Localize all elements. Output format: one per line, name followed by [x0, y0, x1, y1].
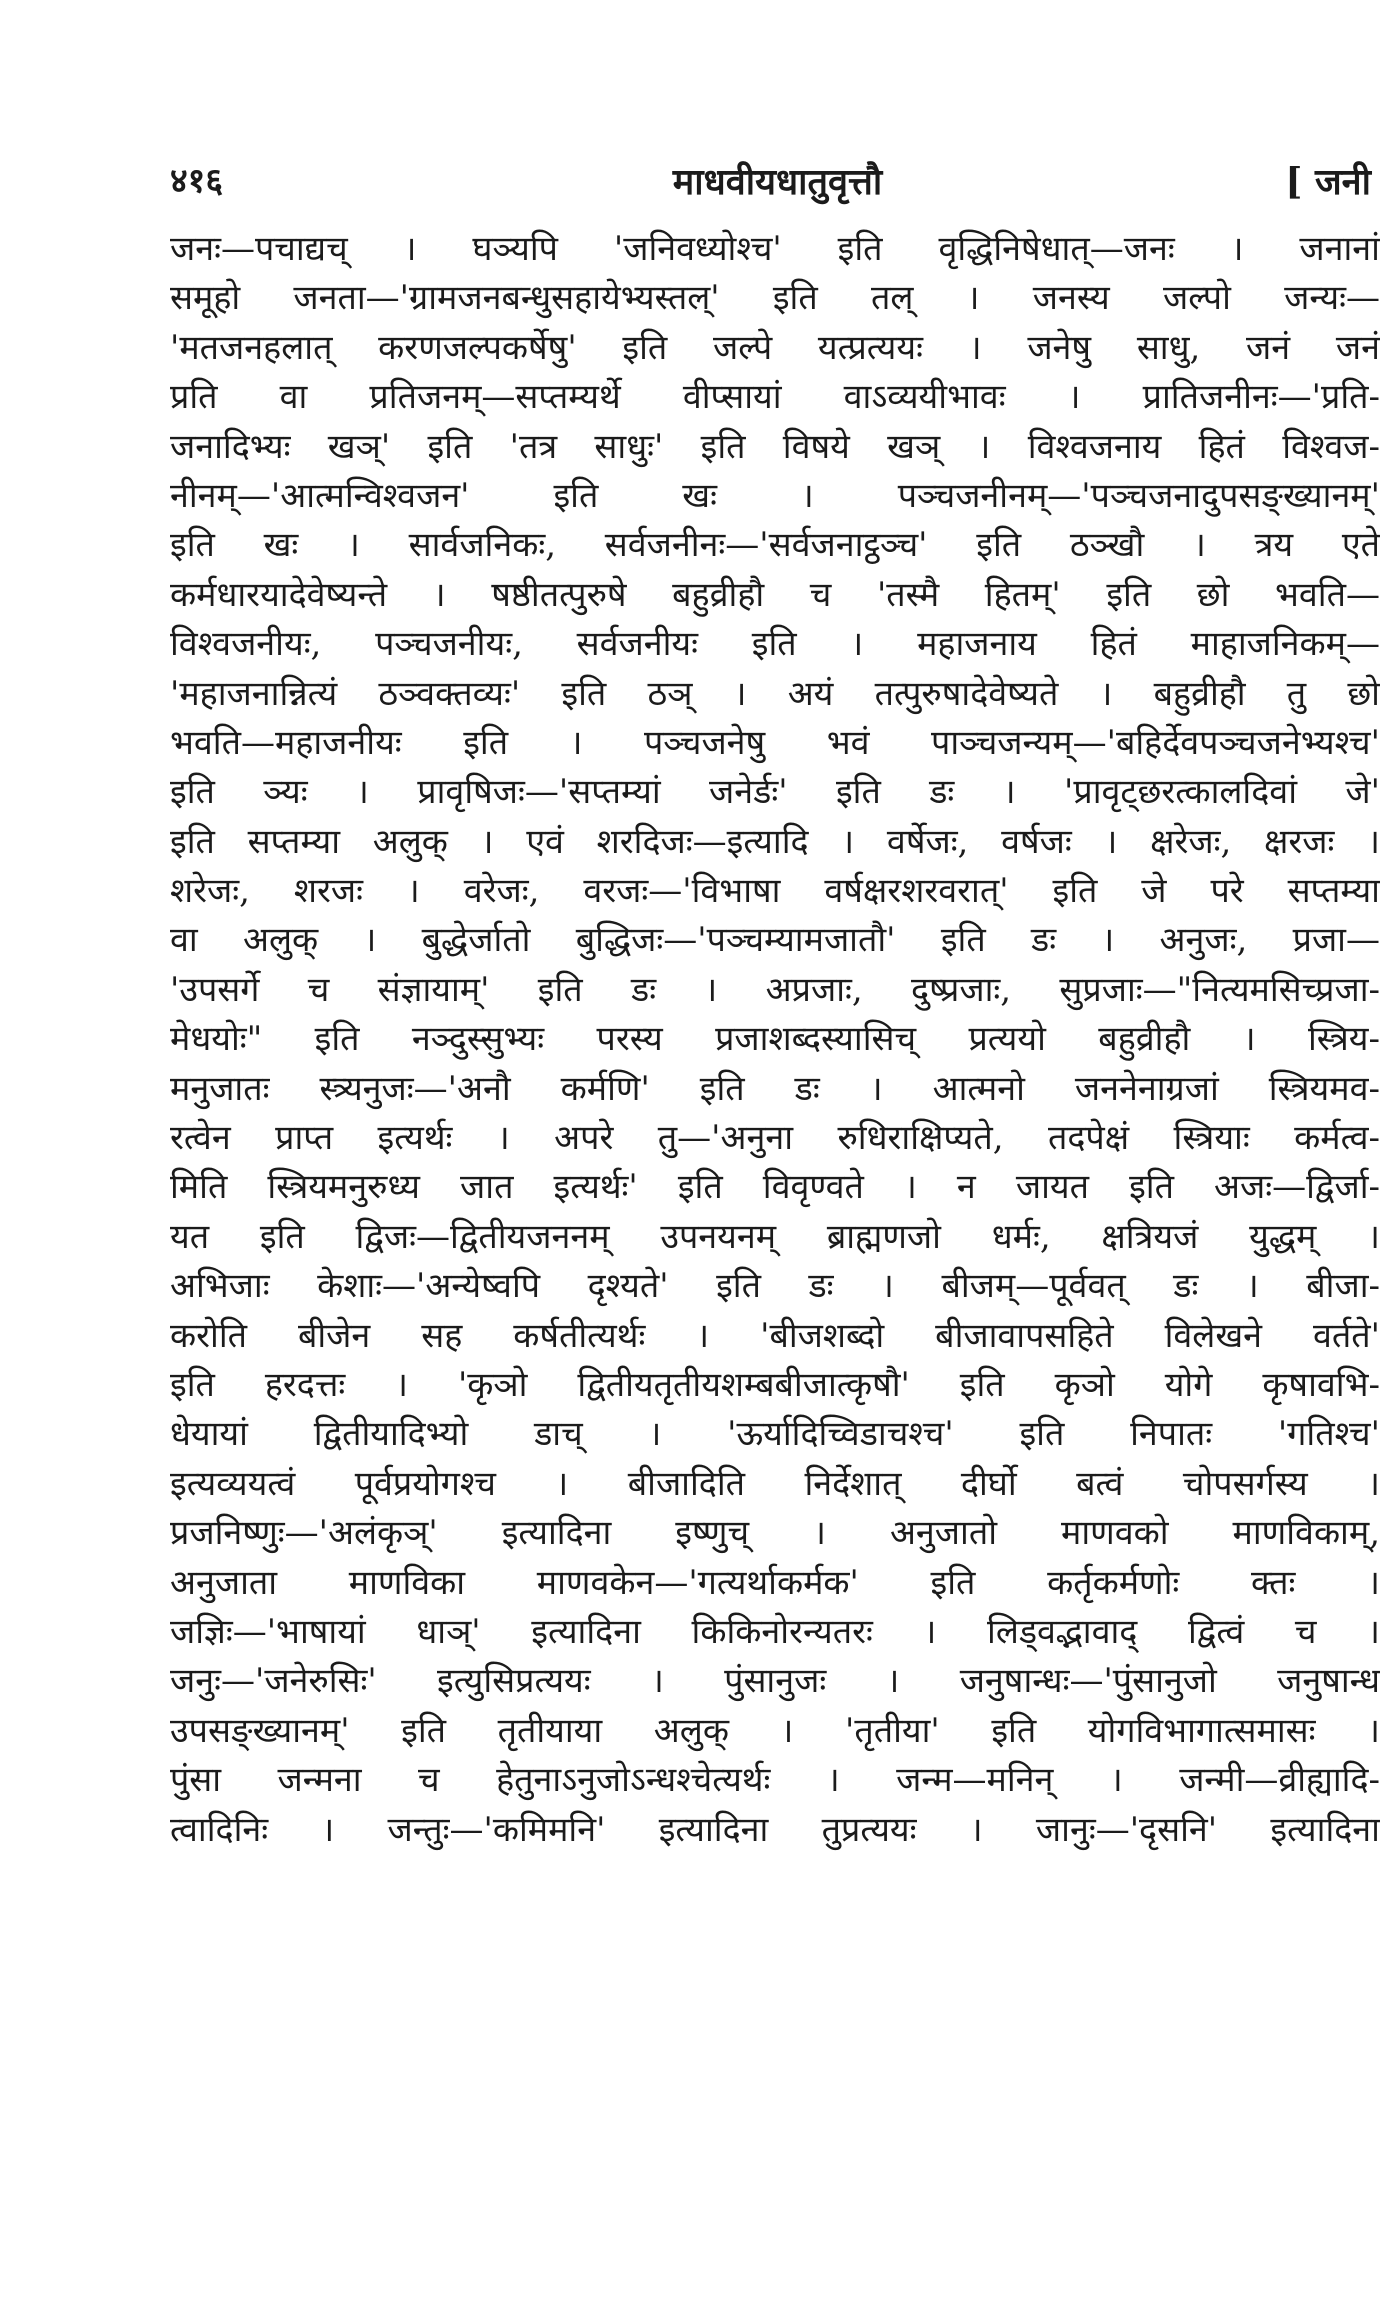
text-line: इति सप्तम्या अलुक् । एवं शरदिजः—इत्यादि । वर्षेजः, वर्षजः । क्षरेजः, क्षरजः । [170, 821, 1380, 862]
page-header [170, 150, 1385, 220]
text-line: इति ञ्यः । प्रावृषिजः—'सप्तम्यां जनेर्डः' इति डः । 'प्रावृट्छरत्कालदिवां जे' [170, 772, 1380, 813]
text-line: करोति बीजेन सह कर्षतीत्यर्थः । 'बीजशब्दो बीजावापसहिते विलेखने वर्तते' [170, 1315, 1380, 1356]
text-line: जनः—पचाद्यच् । घञ्यपि 'जनिवध्योश्च' इति वृद्धिनिषेधात्—जनः । जनानां [170, 229, 1380, 269]
text-line: धेयायां द्वितीयादिभ्यो डाच् । 'ऊर्यादिच्विडाचश्च' इति निपातः 'गतिश्च' [170, 1414, 1380, 1455]
page-number: ४१६ [170, 161, 224, 201]
text-line: पुंसा जन्मना च हेतुनाऽनुजोऽन्धश्चेत्यर्थः । जन्म—मनिन् । जन्मी—व्रीह्यादि- [170, 1760, 1380, 1801]
text-line: अभिजाः केशाः—'अन्येष्वपि दृश्यते' इति डः । बीजम्—पूर्ववत् डः । बीजा- [170, 1266, 1380, 1307]
section-label: [ जनी [1285, 161, 1371, 203]
text-line: विश्वजनीयः, पञ्चजनीयः, सर्वजनीयः इति । महाजनाय हितं माहाजनिकम्— [170, 624, 1380, 665]
text-line: त्वादिनिः । जन्तुः—'कमिमनि' इत्यादिना तुप्रत्ययः । जानुः—'दृसनि' इत्यादिना [170, 1809, 1380, 1850]
text-line: जज्ञिः—'भाषायां धाञ्' इत्यादिना किकिनोरन्यतरः । लिड्वद्भावाद् द्वित्वं च । [170, 1611, 1380, 1652]
text-line: वा अलुक् । बुद्धेर्जातो बुद्धिजः—'पञ्चम्यामजातौ' इति डः । अनुजः, प्रजा— [170, 920, 1380, 961]
text-line: भवति—महाजनीयः इति । पञ्चजनेषु भवं पाञ्चजन्यम्—'बहिर्देवपञ्चजनेभ्यश्च' [170, 722, 1380, 763]
text-line: इत्यव्ययत्वं पूर्वप्रयोगश्च । बीजादिति निर्देशात् दीर्घो बत्वं चोपसर्गस्य । [170, 1463, 1380, 1504]
text-line: 'महाजनान्नित्यं ठञ्वक्तव्यः' इति ठञ् । अयं तत्पुरुषादेवेष्यते । बहुव्रीहौ तु छो [170, 673, 1380, 714]
text-line: यत इति द्विजः—द्वितीयजननम् उपनयनम् ब्राह्मणजो धर्मः, क्षत्रियजं युद्धम् । [170, 1216, 1380, 1257]
text-line: जनुः—'जनेरुसिः' इत्युसिप्रत्ययः । पुंसानुजः । जनुषान्धः—'पुंसानुजो जनुषान्ध [170, 1661, 1380, 1702]
text-line: अनुजाता माणविका माणवकेन—'गत्यर्थाकर्मक' इति कर्तृकर्मणोः क्तः । [170, 1562, 1380, 1603]
text-line: प्रजनिष्णुः—'अलंकृञ्' इत्यादिना इष्णुच् । अनुजातो माणवको माणविकाम्, [170, 1513, 1380, 1554]
text-line: उपसङ्ख्यानम्' इति तृतीयाया अलुक् । 'तृतीया' इति योगविभागात्समासः । [170, 1710, 1380, 1751]
text-line: जनादिभ्यः खञ्' इति 'तत्र साधुः' इति विषये खञ् । विश्वजनाय हितं विश्वज- [170, 426, 1380, 467]
text-line: मेधयोः" इति नञ्दुस्सुभ्यः परस्य प्रजाशब्दस्यासिच् प्रत्ययो बहुव्रीहौ । स्त्रिय- [170, 1019, 1380, 1060]
text-line: इति हरदत्तः । 'कृञो द्वितीयतृतीयशम्बबीजात्कृषौ' इति कृञो योगे कृषावभि- [170, 1364, 1380, 1405]
text-line: 'मतजनहलात् करणजल्पकर्षेषु' इति जल्पे यत्प्रत्ययः । जनेषु साधु, जनं जनं [170, 327, 1380, 368]
text-line: मनुजातः स्त्र्यनुजः—'अनौ कर्मणि' इति डः । आत्मनो जननेनाग्रजां स्त्रियमव- [170, 1068, 1380, 1109]
running-title: माधवीयधातुवृत्तौ [672, 161, 883, 203]
text-line: शरेजः, शरजः । वरेजः, वरजः—'विभाषा वर्षक्षरशरवरात्' इति जे परे सप्तम्या [170, 871, 1380, 912]
text-line: 'उपसर्गे च संज्ञायाम्' इति डः । अप्रजाः, दुष्प्रजाः, सुप्रजाः—"नित्यमसिच्प्रजा- [170, 969, 1380, 1010]
text-line: प्रति वा प्रतिजनम्—सप्तम्यर्थे वीप्सायां वाऽव्ययीभावः । प्रातिजनीनः—'प्रति- [170, 377, 1380, 418]
text-line: नीनम्—'आत्मन्विश्वजन' इति खः । पञ्चजनीनम्—'पञ्चजनादुपसङ्ख्यानम्' [170, 475, 1380, 516]
text-line: रत्वेन प्राप्त इत्यर्थः । अपरे तु—'अनुना रुधिराक्षिप्यते, तदपेक्षं स्त्रियाः कर्मत्व- [170, 1118, 1380, 1159]
text-line: मिति स्त्रियमनुरुध्य जात इत्यर्थः' इति विवृण्वते । न जायत इति अजः—द्विर्जा- [170, 1167, 1380, 1208]
text-line: कर्मधारयादेवेष्यन्ते । षष्ठीतत्पुरुषे बहुव्रीहौ च 'तस्मै हितम्' इति छो भवति— [170, 574, 1380, 615]
body-text [170, 225, 1380, 1855]
text-line: समूहो जनता—'ग्रामजनबन्धुसहायेभ्यस्तल्' इति तल् । जनस्य जल्पो जन्यः— [170, 278, 1380, 319]
text-line: इति खः । सार्वजनिकः, सर्वजनीनः—'सर्वजनाट्ठञ्च' इति ठञ्खौ । त्रय एते [170, 525, 1380, 566]
